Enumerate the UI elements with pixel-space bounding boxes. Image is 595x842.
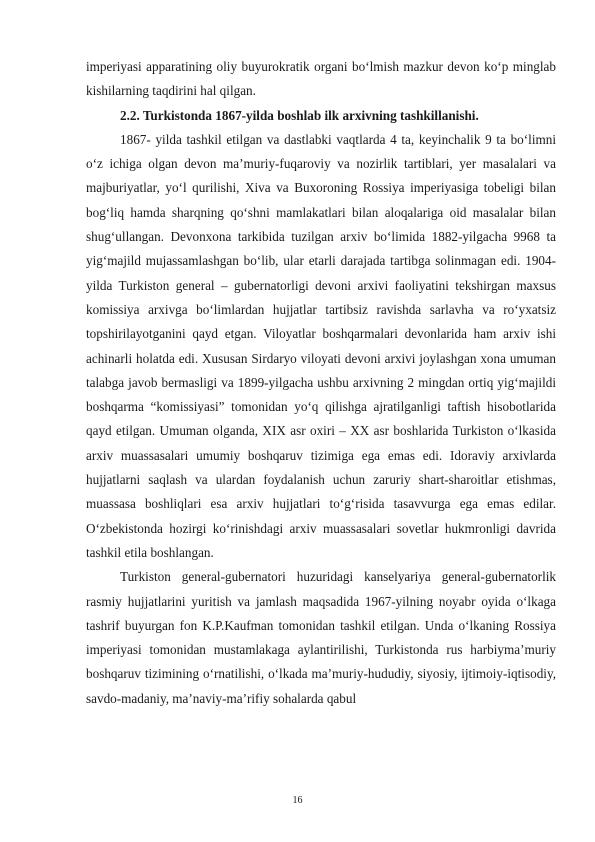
page-body xyxy=(86,55,556,711)
opening-paragraph: imperiyasi apparatining oliy buyurokratik organi bo‘lmish mazkur devon ko‘p minglab kishilarning taqdirini hal qilgan. xyxy=(86,59,556,99)
section-heading: 2.2. Turkistonda 1867-yilda boshlab ilk arxivning tashkillanishi. xyxy=(120,107,479,123)
page-number: 16 xyxy=(292,795,303,806)
body-paragraph-2: Turkiston general-gubernatori huzuridagi kanselyariya general-gubernatorlik rasmiy hujjatlarini yuritish va jamlash maqsadida 1967-yilning noyabr oyida o‘lkaga tashrif buyurgan fon K.P.Kaufman tomonidan tashkil etilgan. Unda o‘lkaning Rossiya imperiyasi tomonidan mustamlakaga aylantirilishi, Turkistonda rus harbiyma’muriy boshqaruv tizimining o‘rnatilishi, o‘lkada ma’muriy-hududiy, siyosiy, ijtimoiy-iqtisodiy, savdo-madaniy, ma’naviy-ma’rifiy sohalarda qabul xyxy=(86,569,556,706)
body-paragraph-1: 1867- yilda tashkil etilgan va dastlabki vaqtlarda 4 ta, keyinchalik 9 ta bo‘limni o‘z ichiga olgan devon ma’muriy-fuqaroviy va nozirlik tartiblari, yer masalalari va majburiyatlar, yo‘l qurilishi, Xiva va Buxoroning Rossiya imperiyasiga tobeligi bilan bog‘liq hamda sharqning qo‘shni mamlakatlari bilan aloqalariga oid masalalar bilan shug‘ullangan. Devonxona tarkibida tuzilgan arxiv bo‘limida 1882-yilgacha 9968 ta yig‘majild mujassamlashgan bo‘lib, ular etarli darajada tartibga solinmagan edi. 1904-yilda Turkiston general – gubernatorligi devoni arxivi faoliyatini tekshirgan maxsus komissiya arxivga bo‘limlardan hujjatlar tartibsiz ravishda sarlavha va ro‘yxatsiz topshirilayotganini qayd etgan. Viloyatlar boshqarmalari devonlarida ham arxiv ishi achinarli holatda edi. Xususan Sirdaryo viloyati devoni arxivi joylashgan xona umuman talabga javob bermasligi va 1899-yilgacha ushbu arxivning 2 mingdan ortiq yig‘majildi boshqarma “komissiyasi” tomonidan yo‘q qilishga ajratilganligi taftish hisobotlarida qayd etilgan. Umuman olganda, XIX asr oxiri – XX asr boshlarida Turkiston o‘lkasida arxiv muassasalari umumiy boshqaruv tizimiga ega emas edi. Idoraviy arxivlarda hujjatlarni saqlash va ulardan foydalanish uchun zaruriy shart-sharoitlar etishmas, muassasa boshliqlari esa arxiv hujjatlari to‘g‘risida tasavvurga ega emas edilar. O‘zbekistonda hozirgi ko‘rinishdagi arxiv muassasalari sovetlar hukmronligi davrida tashkil etila boshlangan. xyxy=(86,131,556,560)
